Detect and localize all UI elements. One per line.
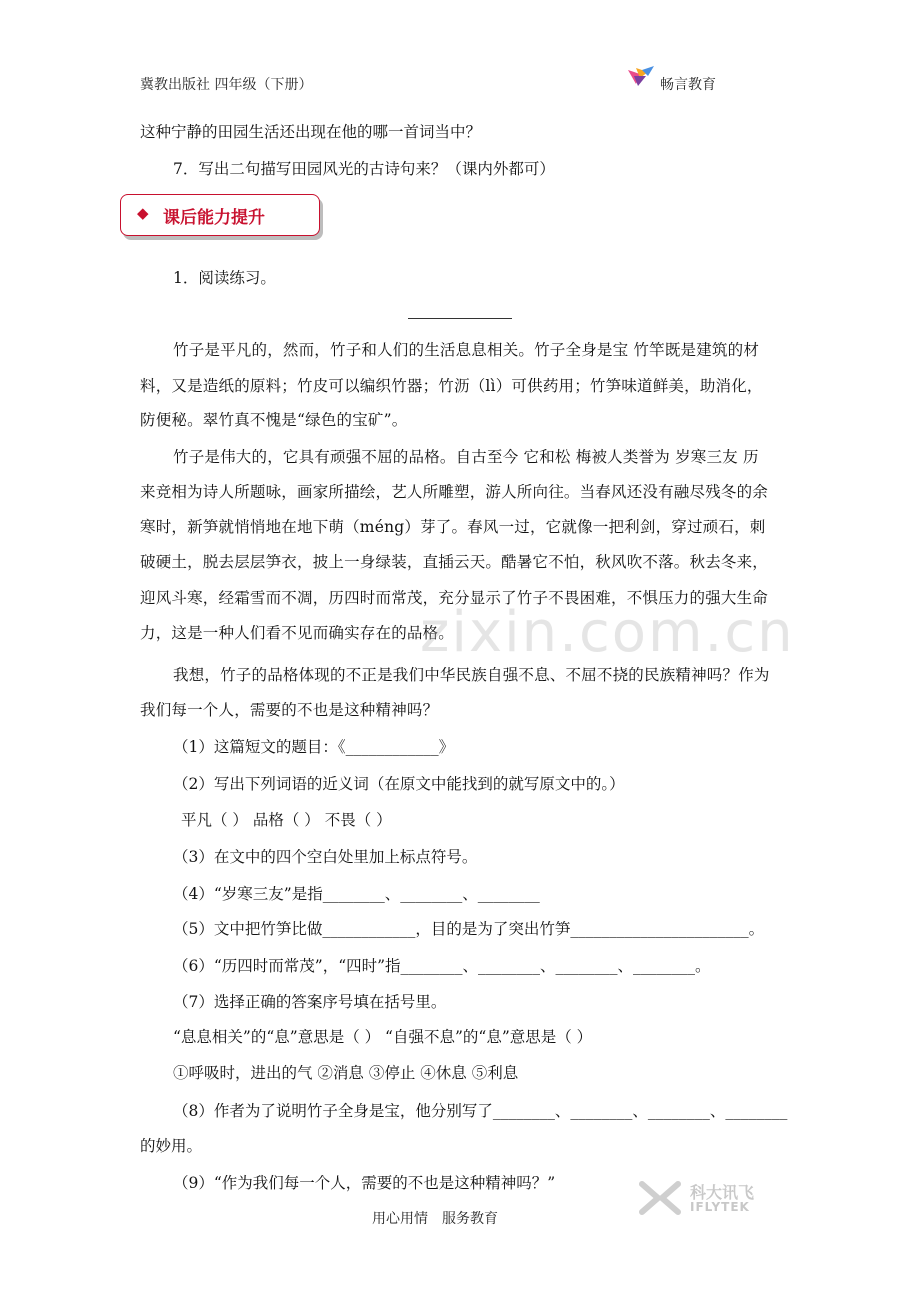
header-brand: 畅言教育 xyxy=(660,77,716,93)
diamond-icon: ◆ xyxy=(137,204,149,222)
passage-line: 力，这是一种人们看不见而确实存在的品格。 xyxy=(140,624,455,642)
passage-line: 料，又是造纸的原料；竹皮可以编织竹器；竹沥（lì）可供药用；竹笋味道鲜美，助消化， xyxy=(140,377,763,395)
question-line: （4）“岁寒三友”是指________、________、________ xyxy=(173,885,540,903)
question-line: （8）作者为了说明竹子全身是宝，他分别写了________、________、________、________ xyxy=(173,1102,788,1120)
site-watermark: zixin.com.cn xyxy=(420,600,795,665)
passage-line: 迎风斗寒，经霜雪而不凋，历四时而常茂，充分显示了竹子不畏困难，不惧压力的强大生命 xyxy=(140,589,769,607)
question-line: （9）“作为我们每一个人，需要的不也是这种精神吗？” xyxy=(173,1174,556,1192)
footer-slogan: 用心用情 服务教育 xyxy=(372,1211,498,1227)
passage-line: 防便秘。翠竹真不愧是“绿色的宝矿”。 xyxy=(140,411,408,429)
passage-line: 我们每一个人，需要的不也是这种精神吗？ xyxy=(140,701,439,719)
header-publisher: 冀教出版社 四年级（下册） xyxy=(140,77,313,93)
iflytek-cn-text: 科大讯飞 xyxy=(690,1183,755,1202)
question-line: ①呼吸时，进出的气 ②消息 ③停止 ④休息 ⑤利息 xyxy=(173,1064,519,1082)
question-line: （3）在文中的四个空白处里加上标点符号。 xyxy=(173,848,478,866)
passage-line: 来竞相为诗人所题咏，画家所描绘，艺人所雕塑，游人所向往。当春风还没有融尽残冬的余 xyxy=(140,483,769,501)
passage-line: 竹子是伟大的，它具有顽强不屈的品格。自古至今 它和松 梅被人类誉为 岁寒三友 历 xyxy=(173,448,759,466)
question-7: 7．写出二句描写田园风光的古诗句来？（课内外都可） xyxy=(173,160,555,178)
section-heading xyxy=(120,194,320,236)
question-line: 的妙用。 xyxy=(140,1137,203,1155)
text-line: 这种宁静的田园生活还出现在他的哪一首词当中？ xyxy=(140,123,482,141)
title-blank-line xyxy=(408,318,512,319)
iflytek-en-text: IFLYTEK xyxy=(690,1200,750,1214)
question-line: （5）文中把竹笋比做____________，目的是为了突出竹笋_______________________。 xyxy=(173,920,765,938)
question-line: “息息相关”的“息”意思是（ ） “自强不息”的“息”意思是（ ） xyxy=(173,1028,593,1046)
passage-line: 竹子是平凡的，然而，竹子和人们的生活息息相关。竹子全身是宝 竹竿既是建筑的材 xyxy=(173,341,760,359)
question-line: （2）写出下列词语的近义词（在原文中能找到的就写原文中的。） xyxy=(173,775,625,793)
passage-line: 我想，竹子的品格体现的不正是我们中华民族自强不息、不屈不挠的民族精神吗？作为 xyxy=(173,666,770,684)
question-line: （6）“历四时而常茂”，“四时”指________、________、________、________。 xyxy=(173,957,711,975)
question-line: 平凡（ ） 品格（ ） 不畏（ ） xyxy=(181,811,392,829)
passage-line: 寒时，新笋就悄悄地在地下萌（méng）芽了。春风一过，它就像一把利剑，穿过顽石，刺 xyxy=(140,518,766,536)
bird-logo-icon xyxy=(626,64,656,88)
passage-line: 破硬土，脱去层层笋衣，披上一身绿装，直插云天。酷暑它不怕，秋风吹不落。秋去冬来， xyxy=(140,553,769,571)
question-line: （7）选择正确的答案序号填在括号里。 xyxy=(173,993,447,1011)
exercise-intro: 1．阅读练习。 xyxy=(173,269,276,287)
iflytek-logo-icon xyxy=(638,1180,682,1216)
question-line: （1）这篇短文的题目：《____________》 xyxy=(173,738,455,756)
section-title: 课后能力提升 xyxy=(163,208,265,228)
